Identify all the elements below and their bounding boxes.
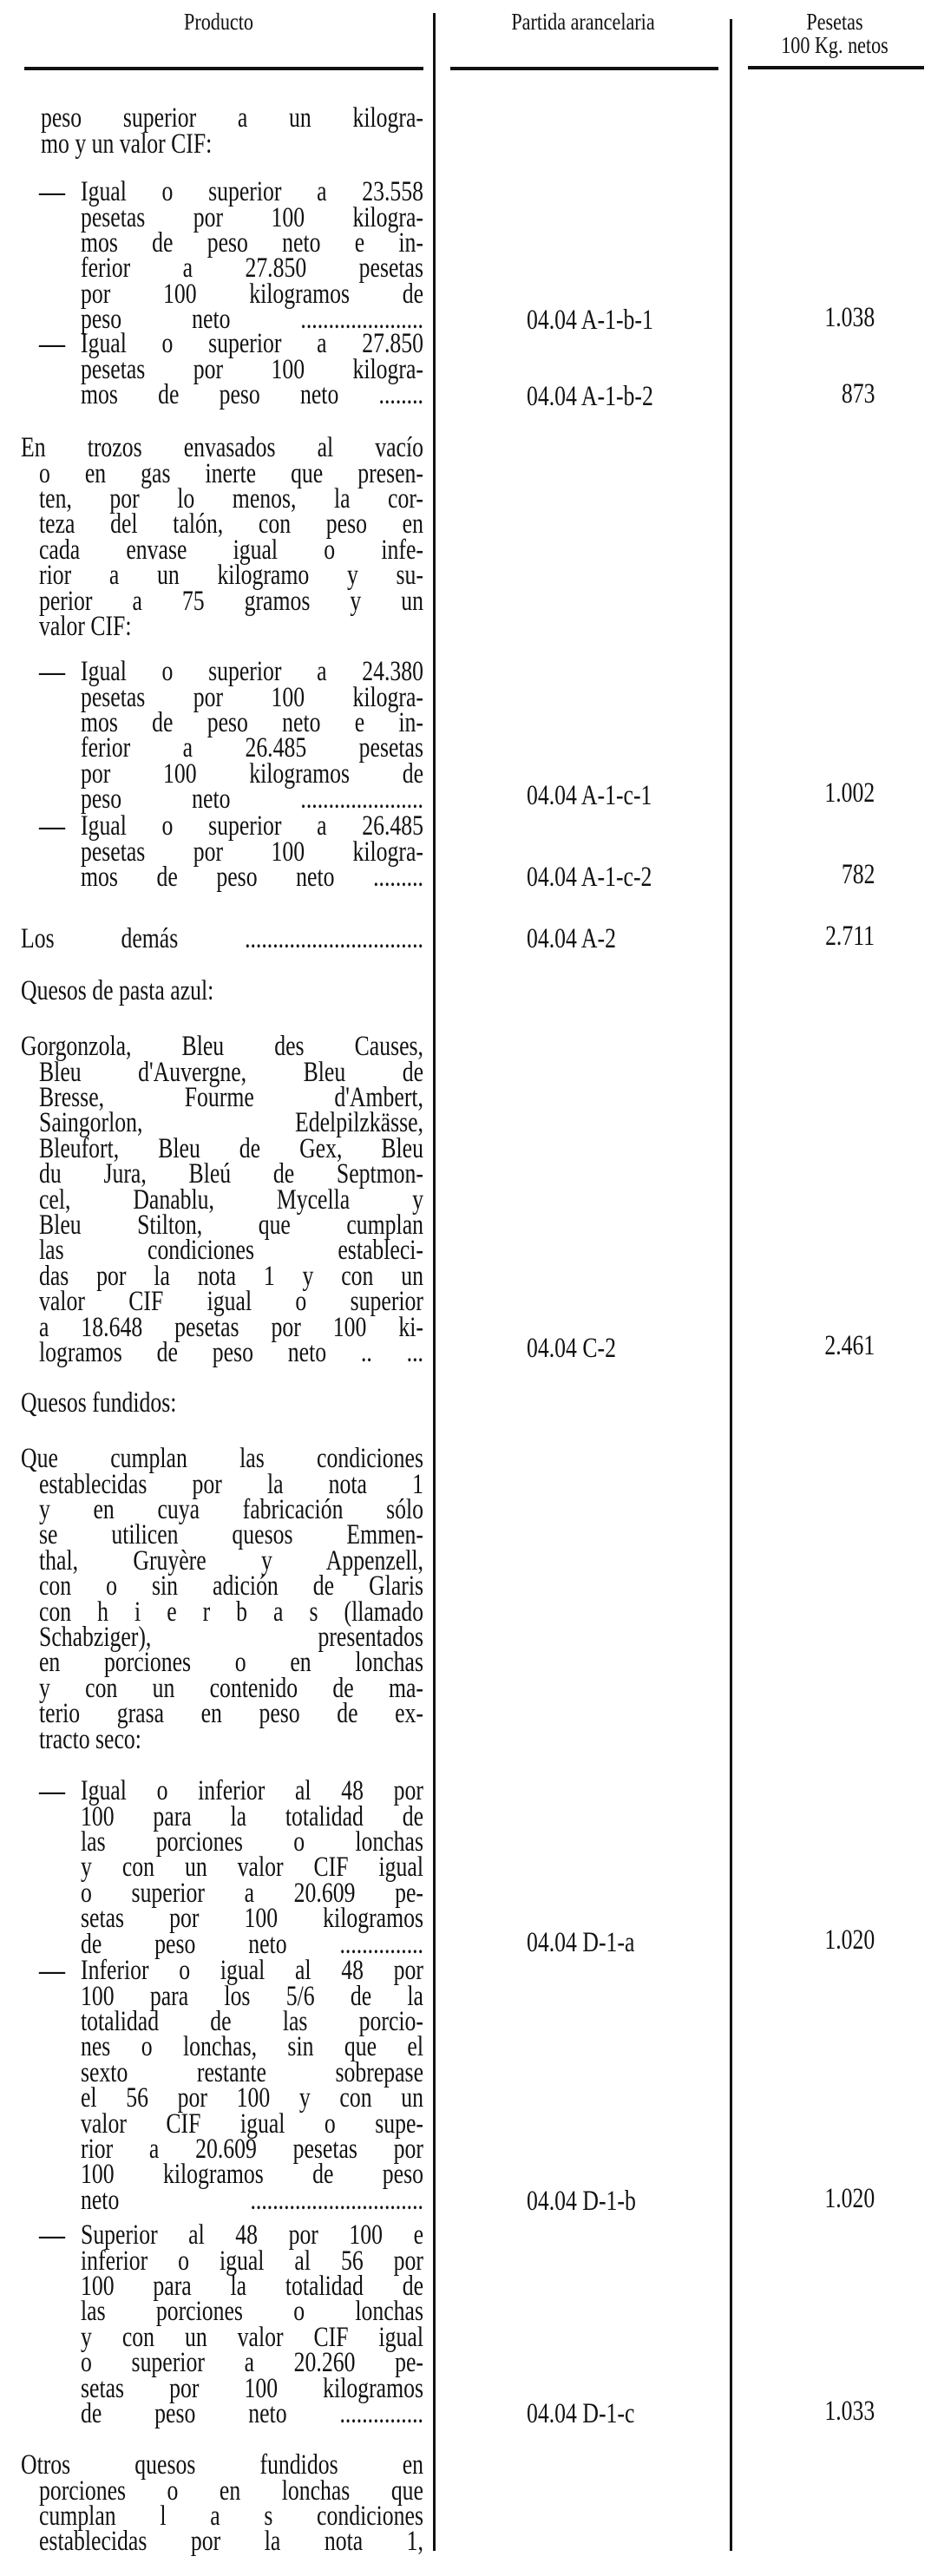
- column-divider-1: [433, 13, 436, 2551]
- product-text-line: neto ...............................: [81, 2184, 423, 2216]
- product-text-line: mos de peso neto ........: [81, 379, 423, 411]
- product-description: [81, 328, 423, 411]
- bullet-dash-icon: —: [39, 178, 65, 207]
- header-rule-producto: [24, 67, 423, 70]
- product-text-line: mos de peso neto e in-: [81, 227, 423, 259]
- product-text-line: cel, Danablu, Mycella y: [38, 1183, 423, 1216]
- product-text-line: setas por 100 kilogramos: [81, 1903, 423, 1935]
- pesetas-value: 1.033: [824, 2396, 875, 2428]
- product-text-line: las porciones o lonchas: [81, 1826, 423, 1858]
- pesetas-value: 1.038: [824, 302, 875, 334]
- pesetas-value: 1.002: [824, 777, 875, 810]
- product-description: [21, 1443, 423, 1755]
- pesetas-value: 1.020: [824, 2183, 875, 2215]
- product-text-line: las porciones o lonchas: [81, 2296, 423, 2328]
- product-text-line: pesetas por 100 kilogra-: [81, 681, 423, 713]
- product-text-line: 100 para los 5/6 de la: [81, 1980, 423, 2012]
- product-description: [21, 432, 423, 643]
- product-text-line: totalidad de las porcio-: [81, 2006, 423, 2038]
- product-text-line: peso superior a un kilogra-: [41, 102, 423, 134]
- product-text-line: Quesos de pasta azul:: [21, 975, 214, 1007]
- product-text-line: y en cuya fabricación sólo: [38, 1494, 423, 1526]
- partida-arancelaria-code: 04.04 D-1-a: [527, 1927, 635, 1959]
- product-text-line: valor CIF igual o supe-: [81, 2107, 423, 2140]
- product-text-line: Schabziger), presentados: [38, 1622, 423, 1654]
- product-text-line: Otros quesos fundidos en: [21, 2449, 423, 2481]
- product-text-line: en porciones o en lonchas: [38, 1647, 423, 1679]
- product-text-line: establecidas por la nota 1,: [38, 2526, 423, 2558]
- column-header-partida-arancelaria: Partida arancelaria: [511, 9, 655, 35]
- product-text-line: Quesos fundidos:: [21, 1387, 177, 1419]
- partida-arancelaria-code: 04.04 A-1-c-2: [527, 862, 652, 894]
- product-text-line: y con un valor CIF igual: [81, 1852, 423, 1884]
- product-text-line: cada envase igual o infe-: [38, 534, 423, 566]
- product-text-line: por 100 kilogramos de: [81, 278, 423, 310]
- product-text-line: Que cumplan las condiciones: [21, 1443, 423, 1475]
- product-text-line: pesetas por 100 kilogra-: [81, 353, 423, 385]
- product-text-line: setas por 100 kilogramos: [81, 2372, 423, 2404]
- product-description: [81, 176, 423, 336]
- product-description: [41, 102, 423, 160]
- bullet-dash-icon: —: [39, 1957, 65, 1986]
- product-text-line: rior a 20.609 pesetas por: [81, 2134, 423, 2166]
- product-text-line: 100 para la totalidad de: [81, 2271, 423, 2303]
- product-text-line: Igual o inferior al 48 por: [81, 1775, 423, 1807]
- product-text-line: nes o lonchas, sin que el: [81, 2031, 423, 2063]
- bullet-dash-icon: —: [39, 658, 65, 687]
- partida-arancelaria-code: 04.04 A-1-b-2: [527, 381, 653, 413]
- column-header-producto: Producto: [184, 9, 253, 35]
- partida-arancelaria-code: 04.04 C-2: [527, 1333, 616, 1365]
- product-text-line: Bleufort, Bleu de Gex, Bleu: [38, 1132, 423, 1164]
- product-text-line: peso neto ......................: [81, 783, 423, 816]
- product-text-line: cumplan l a s condiciones: [38, 2501, 423, 2533]
- product-text-line: 100 para la totalidad de: [81, 1800, 423, 1832]
- product-text-line: pesetas por 100 kilogra-: [81, 201, 423, 233]
- product-text-line: de peso neto ...............: [81, 1928, 423, 1960]
- bullet-dash-icon: —: [39, 330, 65, 359]
- product-text-line: las condiciones estableci-: [38, 1235, 423, 1267]
- product-text-line: con h i e r b a s (llamado: [38, 1596, 423, 1628]
- product-text-line: ferior a 27.850 pesetas: [81, 252, 423, 285]
- product-text-line: ten, por lo menos, la cor-: [38, 483, 423, 515]
- pesetas-value: 1.020: [824, 1924, 875, 1957]
- product-text-line: logramos de peso neto .. ...: [38, 1336, 423, 1368]
- product-text-line: rior a un kilogramo y su-: [38, 560, 423, 592]
- product-text-line: o superior a 20.260 pe-: [81, 2347, 423, 2379]
- product-text-line: por 100 kilogramos de: [81, 757, 423, 790]
- product-text-line: Bleu d'Auvergne, Bleu de: [38, 1056, 423, 1088]
- product-text-line: el 56 por 100 y con un: [81, 2082, 423, 2114]
- product-text-line: Igual o superior a 27.850: [81, 328, 423, 360]
- product-text-line: a 18.648 pesetas por 100 ki-: [38, 1311, 423, 1343]
- pesetas-value: 2.461: [824, 1330, 875, 1362]
- partida-arancelaria-code: 04.04 A-1-c-1: [527, 780, 652, 812]
- product-description: [81, 656, 423, 816]
- column-header-pesetas-unit: 100 Kg. netos: [781, 32, 888, 58]
- product-text-line: o en gas inerte que presen-: [38, 457, 423, 489]
- product-text-line: de peso neto ...............: [81, 2398, 423, 2430]
- product-description: [21, 923, 423, 955]
- product-text-line: mos de peso neto e in-: [81, 707, 423, 739]
- product-text-line: En trozos envasados al vacío: [21, 432, 423, 464]
- header-rule-pesetas: [748, 66, 924, 69]
- product-text-line: o superior a 20.609 pe-: [81, 1877, 423, 1909]
- bullet-dash-icon: —: [39, 812, 65, 842]
- pesetas-value: 873: [841, 378, 875, 410]
- product-text-line: Gorgonzola, Bleu des Causes,: [21, 1031, 423, 1063]
- product-text-line: 100 kilogramos de peso: [81, 2159, 423, 2191]
- product-description: [81, 2219, 423, 2430]
- column-header-pesetas: Pesetas: [806, 9, 863, 35]
- product-description: [81, 1775, 423, 1960]
- product-description: [21, 2449, 423, 2558]
- partida-arancelaria-code: 04.04 A-1-b-1: [527, 305, 653, 337]
- header-rule-partida: [450, 67, 718, 70]
- product-text-line: pesetas por 100 kilogra-: [81, 836, 423, 868]
- product-text-line: mos de peso neto .........: [81, 862, 423, 894]
- product-text-line: y con un contenido de ma-: [38, 1672, 423, 1704]
- pesetas-value: 2.711: [825, 921, 875, 953]
- product-description: [21, 975, 423, 1007]
- partida-arancelaria-code: 04.04 D-1-c: [527, 2398, 635, 2430]
- product-text-line: valor CIF igual o superior: [38, 1286, 423, 1318]
- product-description: [81, 810, 423, 894]
- product-text-line: das por la nota 1 y con un: [38, 1260, 423, 1292]
- product-text-line: mo y un valor CIF:: [41, 128, 213, 160]
- product-text-line: se utilicen quesos Emmen-: [38, 1519, 423, 1551]
- product-text-line: Igual o superior a 23.558: [81, 176, 423, 208]
- bullet-dash-icon: —: [39, 1777, 65, 1806]
- product-text-line: Igual o superior a 24.380: [81, 656, 423, 688]
- product-text-line: Superior al 48 por 100 e: [81, 2219, 423, 2252]
- product-text-line: Saingorlon, Edelpilzkässe,: [38, 1107, 423, 1139]
- product-text-line: Bleu Stilton, que cumplan: [38, 1209, 423, 1242]
- product-text-line: y con un valor CIF igual: [81, 2321, 423, 2353]
- product-text-line: porciones o en lonchas que: [38, 2474, 423, 2507]
- product-text-line: perior a 75 gramos y un: [38, 585, 423, 617]
- product-text-line: teza del talón, con peso en: [38, 508, 423, 541]
- product-description: [21, 1387, 423, 1419]
- product-text-line: valor CIF:: [38, 611, 132, 643]
- partida-arancelaria-code: 04.04 D-1-b: [527, 2186, 636, 2218]
- product-text-line: Bresse, Fourme d'Ambert,: [38, 1082, 423, 1114]
- product-text-line: tracto seco:: [38, 1723, 141, 1755]
- product-text-line: du Jura, Bleú de Septmon-: [38, 1158, 423, 1190]
- product-text-line: inferior o igual al 56 por: [81, 2245, 423, 2277]
- partida-arancelaria-code: 04.04 A-2: [527, 923, 616, 955]
- product-text-line: thal, Gruyère y Appenzell,: [38, 1544, 423, 1576]
- product-text-line: establecidas por la nota 1: [38, 1468, 423, 1500]
- column-divider-2: [730, 19, 732, 2551]
- product-text-line: peso neto ......................: [81, 304, 423, 336]
- product-text-line: Los demás ................................: [21, 923, 423, 955]
- product-text-line: Inferior o igual al 48 por: [81, 1955, 423, 1987]
- product-description: [81, 1955, 423, 2216]
- bullet-dash-icon: —: [39, 2221, 65, 2251]
- product-description: [21, 1031, 423, 1368]
- product-text-line: sexto restante sobrepase: [81, 2056, 423, 2088]
- product-text-line: con o sin adición de Glaris: [38, 1570, 423, 1603]
- product-text-line: terio grasa en peso de ex-: [38, 1698, 423, 1730]
- product-text-line: Igual o superior a 26.485: [81, 810, 423, 842]
- pesetas-value: 782: [841, 859, 875, 891]
- product-text-line: ferior a 26.485 pesetas: [81, 732, 423, 764]
